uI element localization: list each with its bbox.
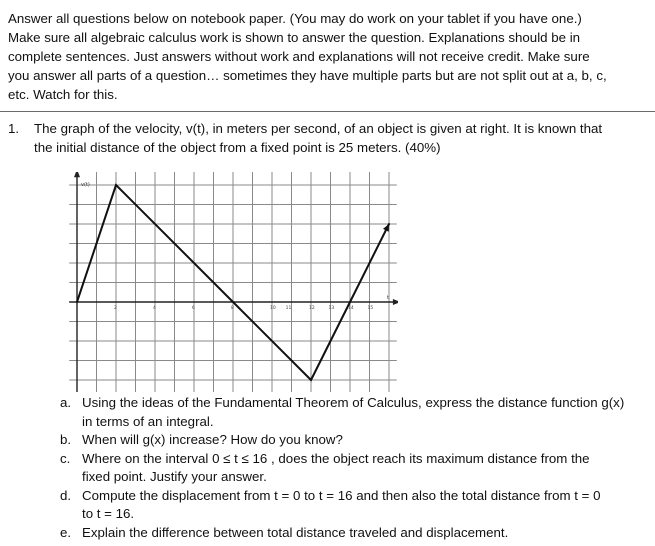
divider-line [0,111,655,112]
question-number: 1. [8,121,20,136]
instructions-line: etc. Watch for this. [8,87,118,102]
part-text-line: fixed point. Justify your answer. [82,469,267,484]
velocity-point [232,301,234,303]
x-tick-label: 2 [114,306,117,311]
part-letter: d. [60,487,72,503]
question-text-line: the initial distance of the object from a fixed point is 25 meters. (40%) [34,140,441,155]
y-axis-arrow [74,172,80,177]
part-c [60,450,650,487]
instructions-line: Make sure all algebraic calculus work is shown to answer the question. Explanations should be in [8,30,581,45]
x-axis-arrow [393,299,398,305]
x-tick-label: 10 [270,306,276,311]
instructions [8,9,648,104]
part-text-line: Explain the difference between total distance traveled and displacement. [82,524,509,540]
velocity-point [310,379,312,381]
part-text-line: in terms of an integral. [82,413,214,429]
x-tick-label: 13 [328,306,335,311]
x-tick-label: 8 [231,306,234,311]
instructions-line: you answer all parts of a question… sometimes they have multiple parts but are not split out at a, b, c, [8,68,607,83]
x-axis-label: t [387,295,389,301]
part-a [60,394,650,431]
x-tick-label: 12 [309,306,315,311]
instructions-line: complete sentences. Just answers without work and explanations will not receive credit. Make sure [8,49,590,64]
instructions-line: Answer all questions below on notebook paper. (You may do work on your tablet if you have one.) [8,11,582,26]
part-letter: c. [60,450,71,466]
velocity-point [76,301,78,303]
part-letter: a. [60,395,72,410]
part-text-line: to t = 16. [82,506,135,521]
part-letter: e. [60,524,72,540]
x-tick-labels [114,305,373,311]
part-e [60,524,650,543]
question-parts [60,394,650,542]
part-text-line: Where on the interval 0 ≤ t ≤ 16 , does the object reach its maximum distance from the [82,450,590,466]
part-letter: b. [60,432,72,447]
velocity-point [349,301,351,303]
part-b [60,431,650,450]
part-text-line: Compute the displacement from t = 0 to t = 16 and then also the total distance from t = 0 [82,487,601,503]
x-tick-label: 15 [367,306,374,311]
part-d [60,487,650,524]
x-tick-label: 6 [192,306,195,311]
x-tick-label: 4 [153,306,156,311]
question-text-line: The graph of the velocity, v(t), in meters per second, of an object is given at right. It is known that [34,121,603,136]
x-tick-label: 14 [348,306,354,311]
part-text-line: When will g(x) increase? How do you know? [82,432,343,447]
x-tick-label: 11 [285,306,292,311]
y-axis-label: v(t) [81,182,90,188]
velocity-graph [58,172,398,392]
velocity-point [115,184,117,186]
part-text-line: Using the ideas of the Fundamental Theorem of Calculus, express the distance function g(x) [82,395,625,410]
